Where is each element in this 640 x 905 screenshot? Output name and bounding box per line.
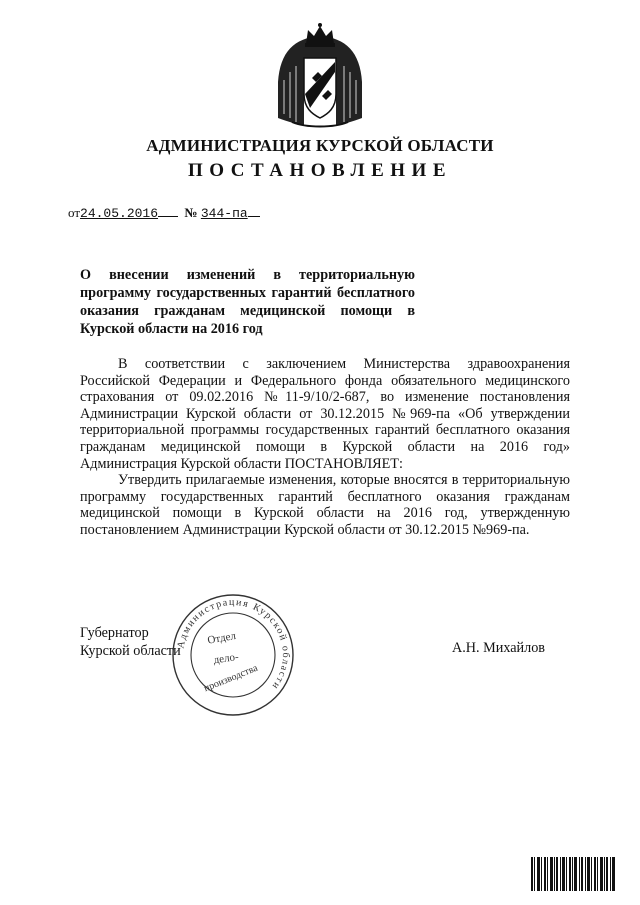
document-number: 344-па	[200, 206, 248, 221]
date-prefix: от	[68, 205, 81, 220]
date-underline	[158, 215, 178, 217]
signatory-role-line: Курской области	[80, 643, 181, 659]
document-type: ПОСТАНОВЛЕНИЕ	[187, 160, 453, 181]
document-body	[80, 356, 570, 539]
document-date: 24.05.2016	[80, 206, 159, 221]
date-number-line	[68, 205, 260, 221]
stamp-center-line: производства	[202, 662, 260, 695]
coat-of-arms-icon	[274, 22, 366, 132]
signatory-role-line: Губернатор	[80, 625, 149, 641]
number-prefix: №	[184, 205, 198, 220]
stamp-center-line: дело-	[212, 650, 240, 667]
stamp-ring-text: Администрация Курской области	[175, 596, 292, 693]
signatory-role	[80, 624, 181, 660]
number-underline	[248, 215, 260, 217]
stamp-center-line: Отдел	[206, 629, 237, 647]
signatory-name: А.Н. Михайлов	[452, 640, 546, 656]
official-stamp	[168, 590, 298, 720]
barcode-icon	[531, 857, 615, 891]
body-paragraph: В соответствии с заключением Министерства здравоохранения Российской Федерации и Федерального фонда обязательного медицинского страхования от 09.02.2016 №11-9/10/2-687, во изменение постановления Администрации Курской области от 30.12.2015 №969-па «Об утверждении территориальной программы государственных гарантий бесплатного оказания гражданам медицинской помощи в Курской области на 2016 год» Администрация Курской области ПОСТАНОВЛЯЕТ:	[80, 356, 570, 472]
document-subject: О внесении изменений в территориальную программу государственных гарантий бесплатного оказания гражданам медицинской помощи в Курской области на 2016 год	[80, 267, 415, 337]
body-paragraph: Утвердить прилагаемые изменения, которые вносятся в территориальную программу государственных гарантий бесплатного оказания гражданам медицинской помощи в Курской области на 2016 год, утвержденную постановлением Администрации Курской области от 30.12.2015 №969-па.	[80, 472, 570, 538]
organization-title: АДМИНИСТРАЦИЯ КУРСКОЙ ОБЛАСТИ	[146, 136, 494, 155]
